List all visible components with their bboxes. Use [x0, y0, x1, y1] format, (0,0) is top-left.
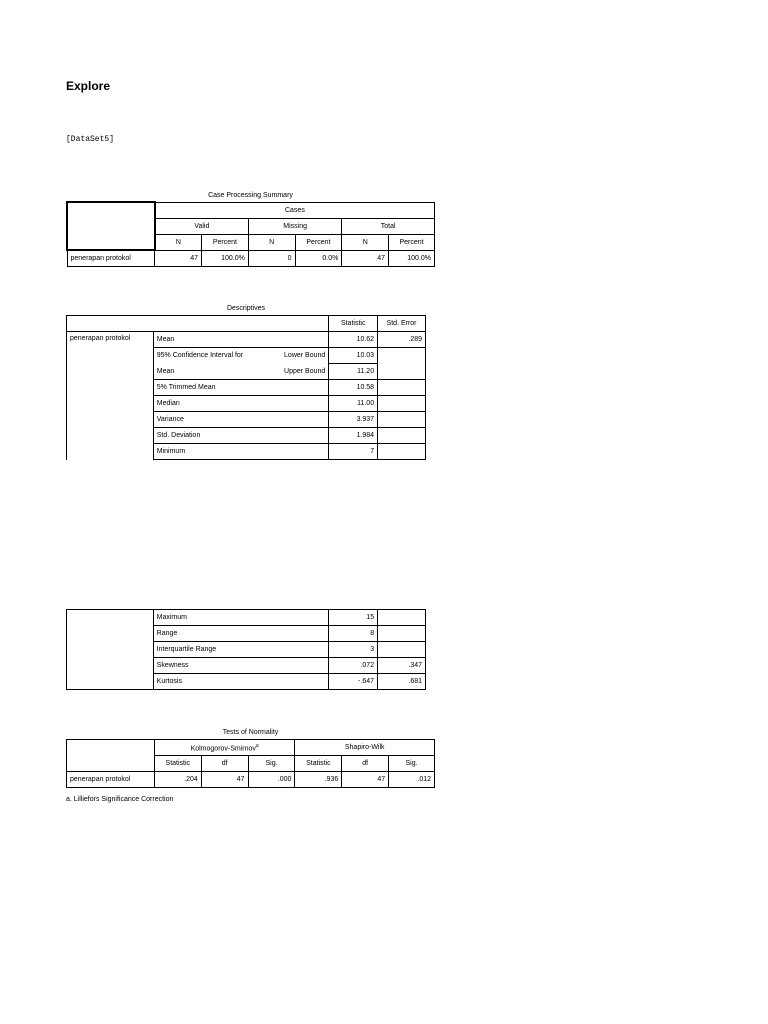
- std-error-header: Std. Error: [378, 316, 426, 332]
- std-error-value: .289: [378, 332, 426, 348]
- row-label: penerapan protokol: [67, 772, 155, 788]
- sw-df: 47: [342, 772, 389, 788]
- valid-n: 47: [155, 250, 202, 267]
- descriptives-table: [66, 315, 426, 460]
- subheader-statistic: Statistic: [295, 756, 342, 772]
- subheader-sig: Sig.: [248, 756, 295, 772]
- ks-header: [154, 740, 295, 756]
- descriptives-continued-table: [66, 609, 426, 690]
- lower-bound-label: Lower Bound: [284, 352, 326, 360]
- stat-value: 10.62: [329, 332, 378, 348]
- ks-df: 47: [201, 772, 248, 788]
- stat-label: Range: [153, 626, 329, 642]
- corner-cell: [67, 202, 155, 250]
- stat-value: 10.03: [329, 348, 378, 364]
- row-label: penerapan protokol: [67, 250, 155, 267]
- stat-value: 8: [329, 626, 378, 642]
- subheader-sig: Sig.: [389, 756, 435, 772]
- page-heading: Explore: [66, 79, 111, 93]
- subheader-n: N: [342, 234, 389, 250]
- table-row: [67, 772, 435, 788]
- stat-label: Variance: [153, 412, 329, 428]
- statistic-header: Statistic: [329, 316, 378, 332]
- subheader-statistic: Statistic: [154, 756, 201, 772]
- subheader-n: N: [248, 234, 295, 250]
- stat-value: -.647: [329, 674, 378, 690]
- normality-table: [66, 739, 435, 788]
- stat-label: Skewness: [153, 658, 329, 674]
- std-error-value: [378, 428, 426, 444]
- ci-label-row: [153, 364, 329, 380]
- ci-label: 95% Confidence Interval for: [156, 352, 244, 360]
- sw-sig: .012: [389, 772, 435, 788]
- stat-label: Mean: [153, 332, 329, 348]
- std-error-value: [378, 396, 426, 412]
- subheader-df: df: [201, 756, 248, 772]
- stat-label: Minimum: [153, 444, 329, 460]
- std-error-value: [378, 364, 426, 380]
- stat-label: Interquartile Range: [153, 642, 329, 658]
- valid-percent: 100.0%: [202, 250, 249, 267]
- normality-footnote: a. Lilliefors Significance Correction: [66, 796, 174, 803]
- valid-header: Valid: [155, 218, 249, 234]
- sw-header: Shapiro-Wilk: [295, 740, 435, 756]
- table-row: [67, 610, 426, 626]
- ks-label: Kolmogorov-Smirnov: [190, 745, 256, 753]
- total-header: Total: [342, 218, 435, 234]
- row-group-label: penerapan protokol: [67, 332, 154, 460]
- stat-value: 7: [329, 444, 378, 460]
- std-error-value: [378, 610, 426, 626]
- stat-label: Std. Deviation: [153, 428, 329, 444]
- stat-value: .072: [329, 658, 378, 674]
- missing-percent: 0.0%: [295, 250, 342, 267]
- stat-value: 3.937: [329, 412, 378, 428]
- stat-label: Kurtosis: [153, 674, 329, 690]
- upper-bound-label: Upper Bound: [284, 367, 326, 375]
- stat-value: 1.984: [329, 428, 378, 444]
- ks-sig: .000: [248, 772, 295, 788]
- dataset-label: [DataSet5]: [66, 135, 115, 144]
- subheader-df: df: [342, 756, 389, 772]
- std-error-value: [378, 348, 426, 364]
- stat-label: Median: [153, 396, 329, 412]
- case-summary-table: [66, 201, 435, 267]
- missing-header: Missing: [248, 218, 342, 234]
- row-group-label: [67, 610, 154, 690]
- stat-label: 5% Trimmed Mean: [153, 380, 329, 396]
- stat-value: 10.58: [329, 380, 378, 396]
- subheader-percent: Percent: [202, 234, 249, 250]
- descriptives-title: Descriptives: [226, 305, 266, 312]
- subheader-percent: Percent: [295, 234, 342, 250]
- std-error-value: [378, 380, 426, 396]
- sw-statistic: .936: [295, 772, 342, 788]
- table-row: [67, 332, 426, 348]
- std-error-value: [378, 626, 426, 642]
- ci-label-row: [153, 348, 329, 364]
- subheader-n: N: [155, 234, 202, 250]
- total-percent: 100.0%: [389, 250, 435, 267]
- std-error-value: [378, 642, 426, 658]
- stat-value: 11.20: [329, 364, 378, 380]
- total-n: 47: [342, 250, 389, 267]
- case-summary-title: Case Processing Summary: [208, 192, 293, 199]
- subheader-percent: Percent: [389, 234, 435, 250]
- std-error-value: .347: [378, 658, 426, 674]
- std-error-value: [378, 444, 426, 460]
- ci-label: Mean: [156, 367, 175, 375]
- missing-n: 0: [248, 250, 295, 267]
- std-error-value: .681: [378, 674, 426, 690]
- ks-footnote-marker: a: [255, 742, 259, 749]
- stat-value: 3: [329, 642, 378, 658]
- cases-header: Cases: [155, 202, 435, 218]
- corner-cell: [67, 740, 155, 772]
- normality-title: Tests of Normality: [222, 729, 279, 736]
- corner-cell: [67, 316, 329, 332]
- table-row: [67, 250, 435, 267]
- stat-value: 15: [329, 610, 378, 626]
- stat-label: Maximum: [153, 610, 329, 626]
- std-error-value: [378, 412, 426, 428]
- ks-statistic: .204: [154, 772, 201, 788]
- stat-value: 11.00: [329, 396, 378, 412]
